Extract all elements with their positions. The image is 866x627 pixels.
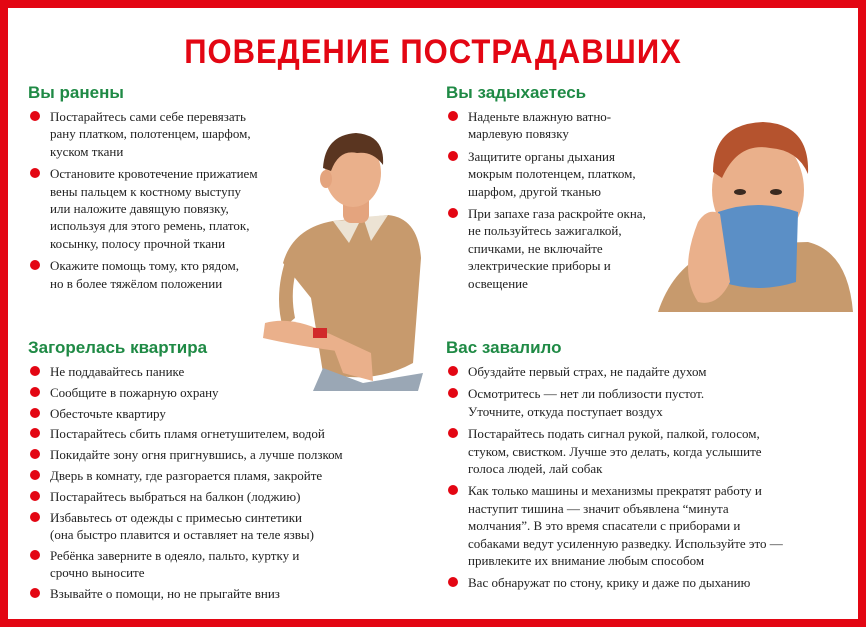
bullet-icon [30, 449, 40, 459]
bullet-icon [448, 111, 458, 121]
section-suffocating [446, 83, 666, 297]
bullet-list [28, 363, 408, 602]
section-wounded [28, 83, 298, 297]
bullet-icon [30, 111, 40, 121]
list-item: Избавьтесь от одежды с примесью синтетики (она быстро плавится и оставляет на теле язвы) [28, 509, 408, 544]
list-item: Вас обнаружат по стону, крику и даже по дыханию [446, 574, 851, 591]
list-item: Постарайтесь сбить пламя огнетушителем, водой [28, 425, 408, 442]
list-item: Сообщите в пожарную охрану [28, 384, 408, 401]
list-item: Как только машины и механизмы прекратят работу и наступит тишина — значит объявлена “минута молчания”. В это время спасатели с приборами и собаками ведут усиленную разведку. Используйте это — привлеките их внимание любым способом [446, 482, 851, 569]
bullet-icon [30, 260, 40, 270]
bullet-icon [30, 512, 40, 522]
list-item: Покидайте зону огня пригнувшись, а лучше ползком [28, 446, 408, 463]
section-apartment-fire [28, 338, 408, 606]
list-item: Постарайтесь подать сигнал рукой, палкой, голосом, стуком, свистком. Лучше это делать, когда услышите голоса людей, лай собак [446, 425, 851, 477]
list-item: Окажите помощь тому, кто рядом, но в более тяжёлом положении [28, 257, 298, 292]
section-heading: Вы задыхаетесь [446, 83, 587, 102]
bullet-list [446, 363, 851, 592]
bullet-icon [448, 388, 458, 398]
list-item: Дверь в комнату, где разгорается пламя, закройте [28, 467, 408, 484]
bullet-icon [448, 485, 458, 495]
bullet-icon [448, 151, 458, 161]
poster [8, 8, 858, 619]
list-item: Наденьте влажную ватно- марлевую повязку [446, 108, 666, 143]
list-item: Остановите кровотечение прижатием вены пальцем к костному выступу или наложите давящую повязку, используя для этого ремень, платок, косынку, полосу прочной ткани [28, 165, 298, 252]
section-heading: Загорелась квартира [28, 338, 208, 357]
list-item: При запахе газа раскройте окна, не пользуйтесь зажигалкой, спичками, не включайте электрические приборы и освещение [446, 205, 666, 292]
section-heading: Вас завалило [446, 338, 562, 357]
bullet-icon [448, 577, 458, 587]
covering-face-illustration [658, 112, 853, 322]
list-item: Взывайте о помощи, но не прыгайте вниз [28, 585, 408, 602]
bullet-icon [30, 366, 40, 376]
bullet-icon [30, 491, 40, 501]
bullet-icon [448, 208, 458, 218]
page-title: ПОВЕДЕНИЕ ПОСТРАДАВШИХ [184, 31, 682, 72]
bullet-icon [30, 428, 40, 438]
bullet-icon [30, 168, 40, 178]
list-item: Обесточьте квартиру [28, 405, 408, 422]
bullet-list [28, 108, 298, 292]
bullet-icon [30, 387, 40, 397]
section-heading: Вы ранены [28, 83, 124, 102]
list-item: Обуздайте первый страх, не падайте духом [446, 363, 851, 380]
bullet-icon [30, 408, 40, 418]
bullet-icon [30, 550, 40, 560]
bullet-icon [30, 470, 40, 480]
list-item: Постарайтесь выбраться на балкон (лоджию) [28, 488, 408, 505]
section-trapped-under-rubble [446, 338, 851, 597]
bullet-icon [448, 366, 458, 376]
list-item: Не поддавайтесь панике [28, 363, 408, 380]
list-item: Постарайтесь сами себе перевязать рану платком, полотенцем, шарфом, куском ткани [28, 108, 298, 160]
bullet-icon [30, 588, 40, 598]
bullet-list [446, 108, 666, 292]
list-item: Ребёнка заверните в одеяло, пальто, куртку и срочно выносите [28, 547, 408, 582]
list-item: Осмотритесь — нет ли поблизости пустот. Уточните, откуда поступает воздух [446, 385, 851, 420]
bullet-icon [448, 428, 458, 438]
list-item: Защитите органы дыхания мокрым полотенцем, платком, шарфом, другой тканью [446, 148, 666, 200]
